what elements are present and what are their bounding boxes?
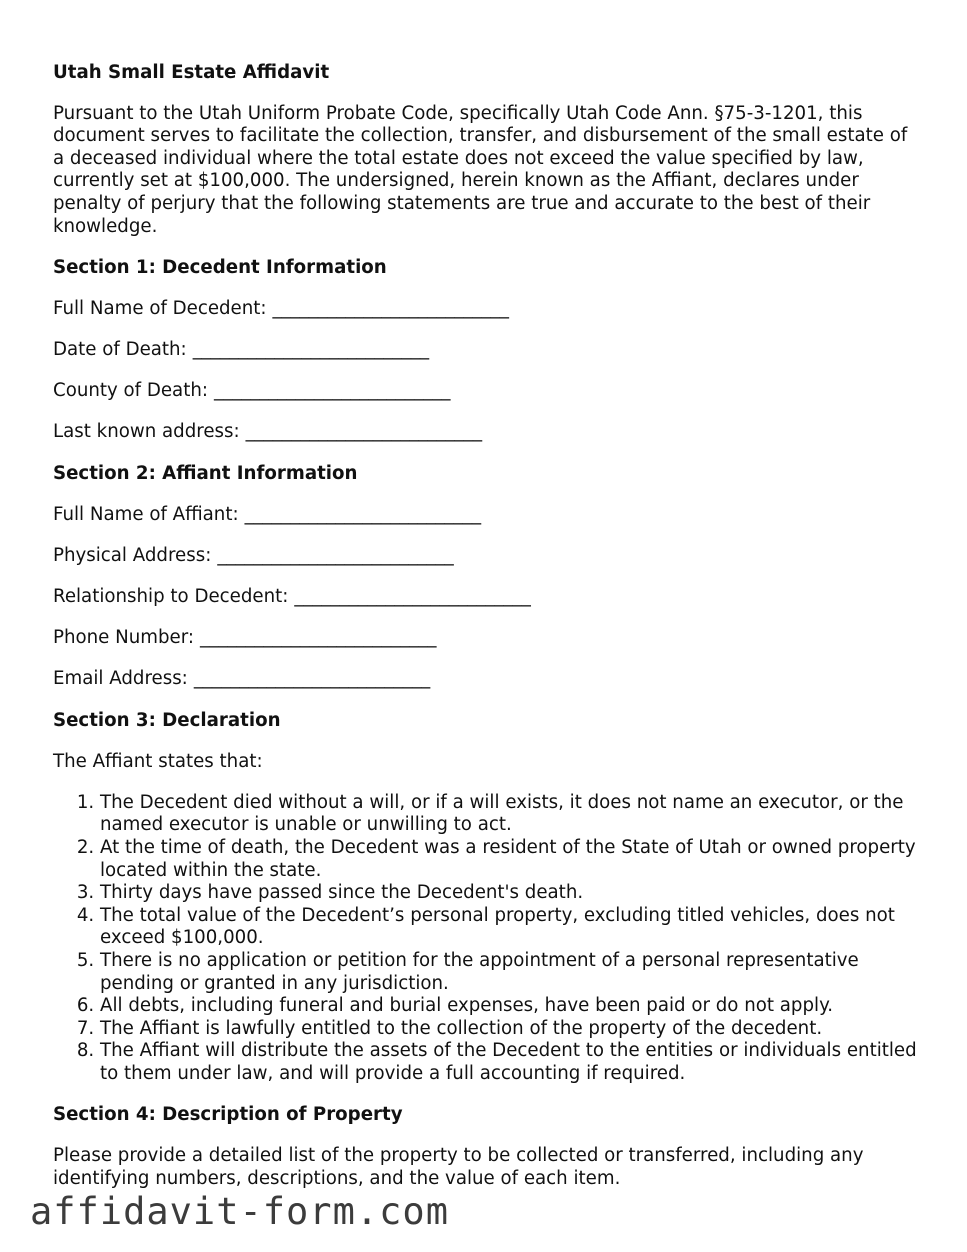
field-affiant-name	[53, 504, 923, 527]
blank-line: __________________________	[272, 297, 509, 319]
blank-line: __________________________	[244, 503, 482, 525]
list-item: 4. The total value of the Decedent’s personal property, excluding titled vehicles, does not exceed $100,000.	[100, 905, 923, 950]
field-label: Full Name of Affiant:	[53, 503, 239, 525]
field-physical-address	[53, 545, 923, 568]
list-item: 8. The Affiant will distribute the assets of the Decedent to the entities or individuals entitled to them under law, and will provide a full accounting if required.	[100, 1040, 923, 1085]
blank-line: __________________________	[245, 421, 483, 443]
blank-line: __________________________	[192, 338, 430, 360]
blank-line: __________________________	[193, 668, 431, 690]
field-label: Last known address:	[53, 421, 240, 443]
field-label: County of Death:	[53, 380, 208, 402]
field-phone-number	[53, 627, 923, 650]
field-last-known-address	[53, 421, 923, 444]
list-item: 2. At the time of death, the Decedent was a resident of the State of Utah or owned property located within the state.	[100, 837, 923, 882]
field-date-of-death	[53, 339, 923, 362]
field-label: Full Name of Decedent:	[53, 297, 267, 319]
field-label: Physical Address:	[53, 544, 212, 566]
blank-line: __________________________	[200, 627, 437, 649]
document-title: Utah Small Estate Affidavit	[53, 62, 330, 83]
section-1-heading: Section 1: Decedent Information	[53, 256, 387, 278]
field-label: Relationship to Decedent:	[53, 585, 289, 607]
field-label: Email Address:	[53, 668, 188, 690]
field-email-address	[53, 668, 923, 691]
section-2-heading: Section 2: Affiant Information	[53, 462, 358, 484]
list-item: 3. Thirty days have passed since the Decedent's death.	[100, 882, 923, 905]
field-label: Date of Death:	[53, 338, 187, 360]
list-item: 1. The Decedent died without a will, or if a will exists, it does not name an executor, or the named executor is unable or unwilling to act.	[100, 792, 923, 837]
watermark-text: affidavit-form.com	[30, 1190, 449, 1233]
list-item: 5. There is no application or petition for the appointment of a personal representative pending or granted in any jurisdiction.	[100, 950, 923, 995]
field-label: Phone Number:	[53, 627, 194, 649]
intro-paragraph: Pursuant to the Utah Uniform Probate Code, specifically Utah Code Ann. §75-3-1201, this document serves to facilitate the collection, transfer, and disbursement of the small estate of a deceased individual where the total estate does not exceed the value specified by law, currently set at $100,000. The undersigned, herein known as the Affiant, declares under penalty of perjury that the following statements are true and accurate to the best of their knowledge.	[53, 102, 908, 237]
section-3-heading: Section 3: Declaration	[53, 709, 281, 731]
field-decedent-name	[53, 298, 923, 321]
list-item: 7. The Affiant is lawfully entitled to the collection of the property of the decedent.	[100, 1018, 923, 1041]
blank-line: __________________________	[294, 585, 531, 607]
field-county-of-death	[53, 380, 923, 403]
declaration-list	[53, 792, 923, 1086]
section-4-heading: Section 4: Description of Property	[53, 1104, 403, 1126]
list-item: 6. All debts, including funeral and burial expenses, have been paid or do not apply.	[100, 995, 923, 1018]
field-relationship	[53, 586, 923, 609]
blank-line: __________________________	[214, 380, 451, 402]
blank-line: __________________________	[217, 544, 454, 566]
affidavit-page	[53, 62, 923, 1209]
declaration-lead: The Affiant states that:	[53, 750, 263, 772]
property-description-text: Please provide a detailed list of the property to be collected or transferred, including any identifying numbers, descriptions, and the value of each item.	[53, 1145, 864, 1189]
